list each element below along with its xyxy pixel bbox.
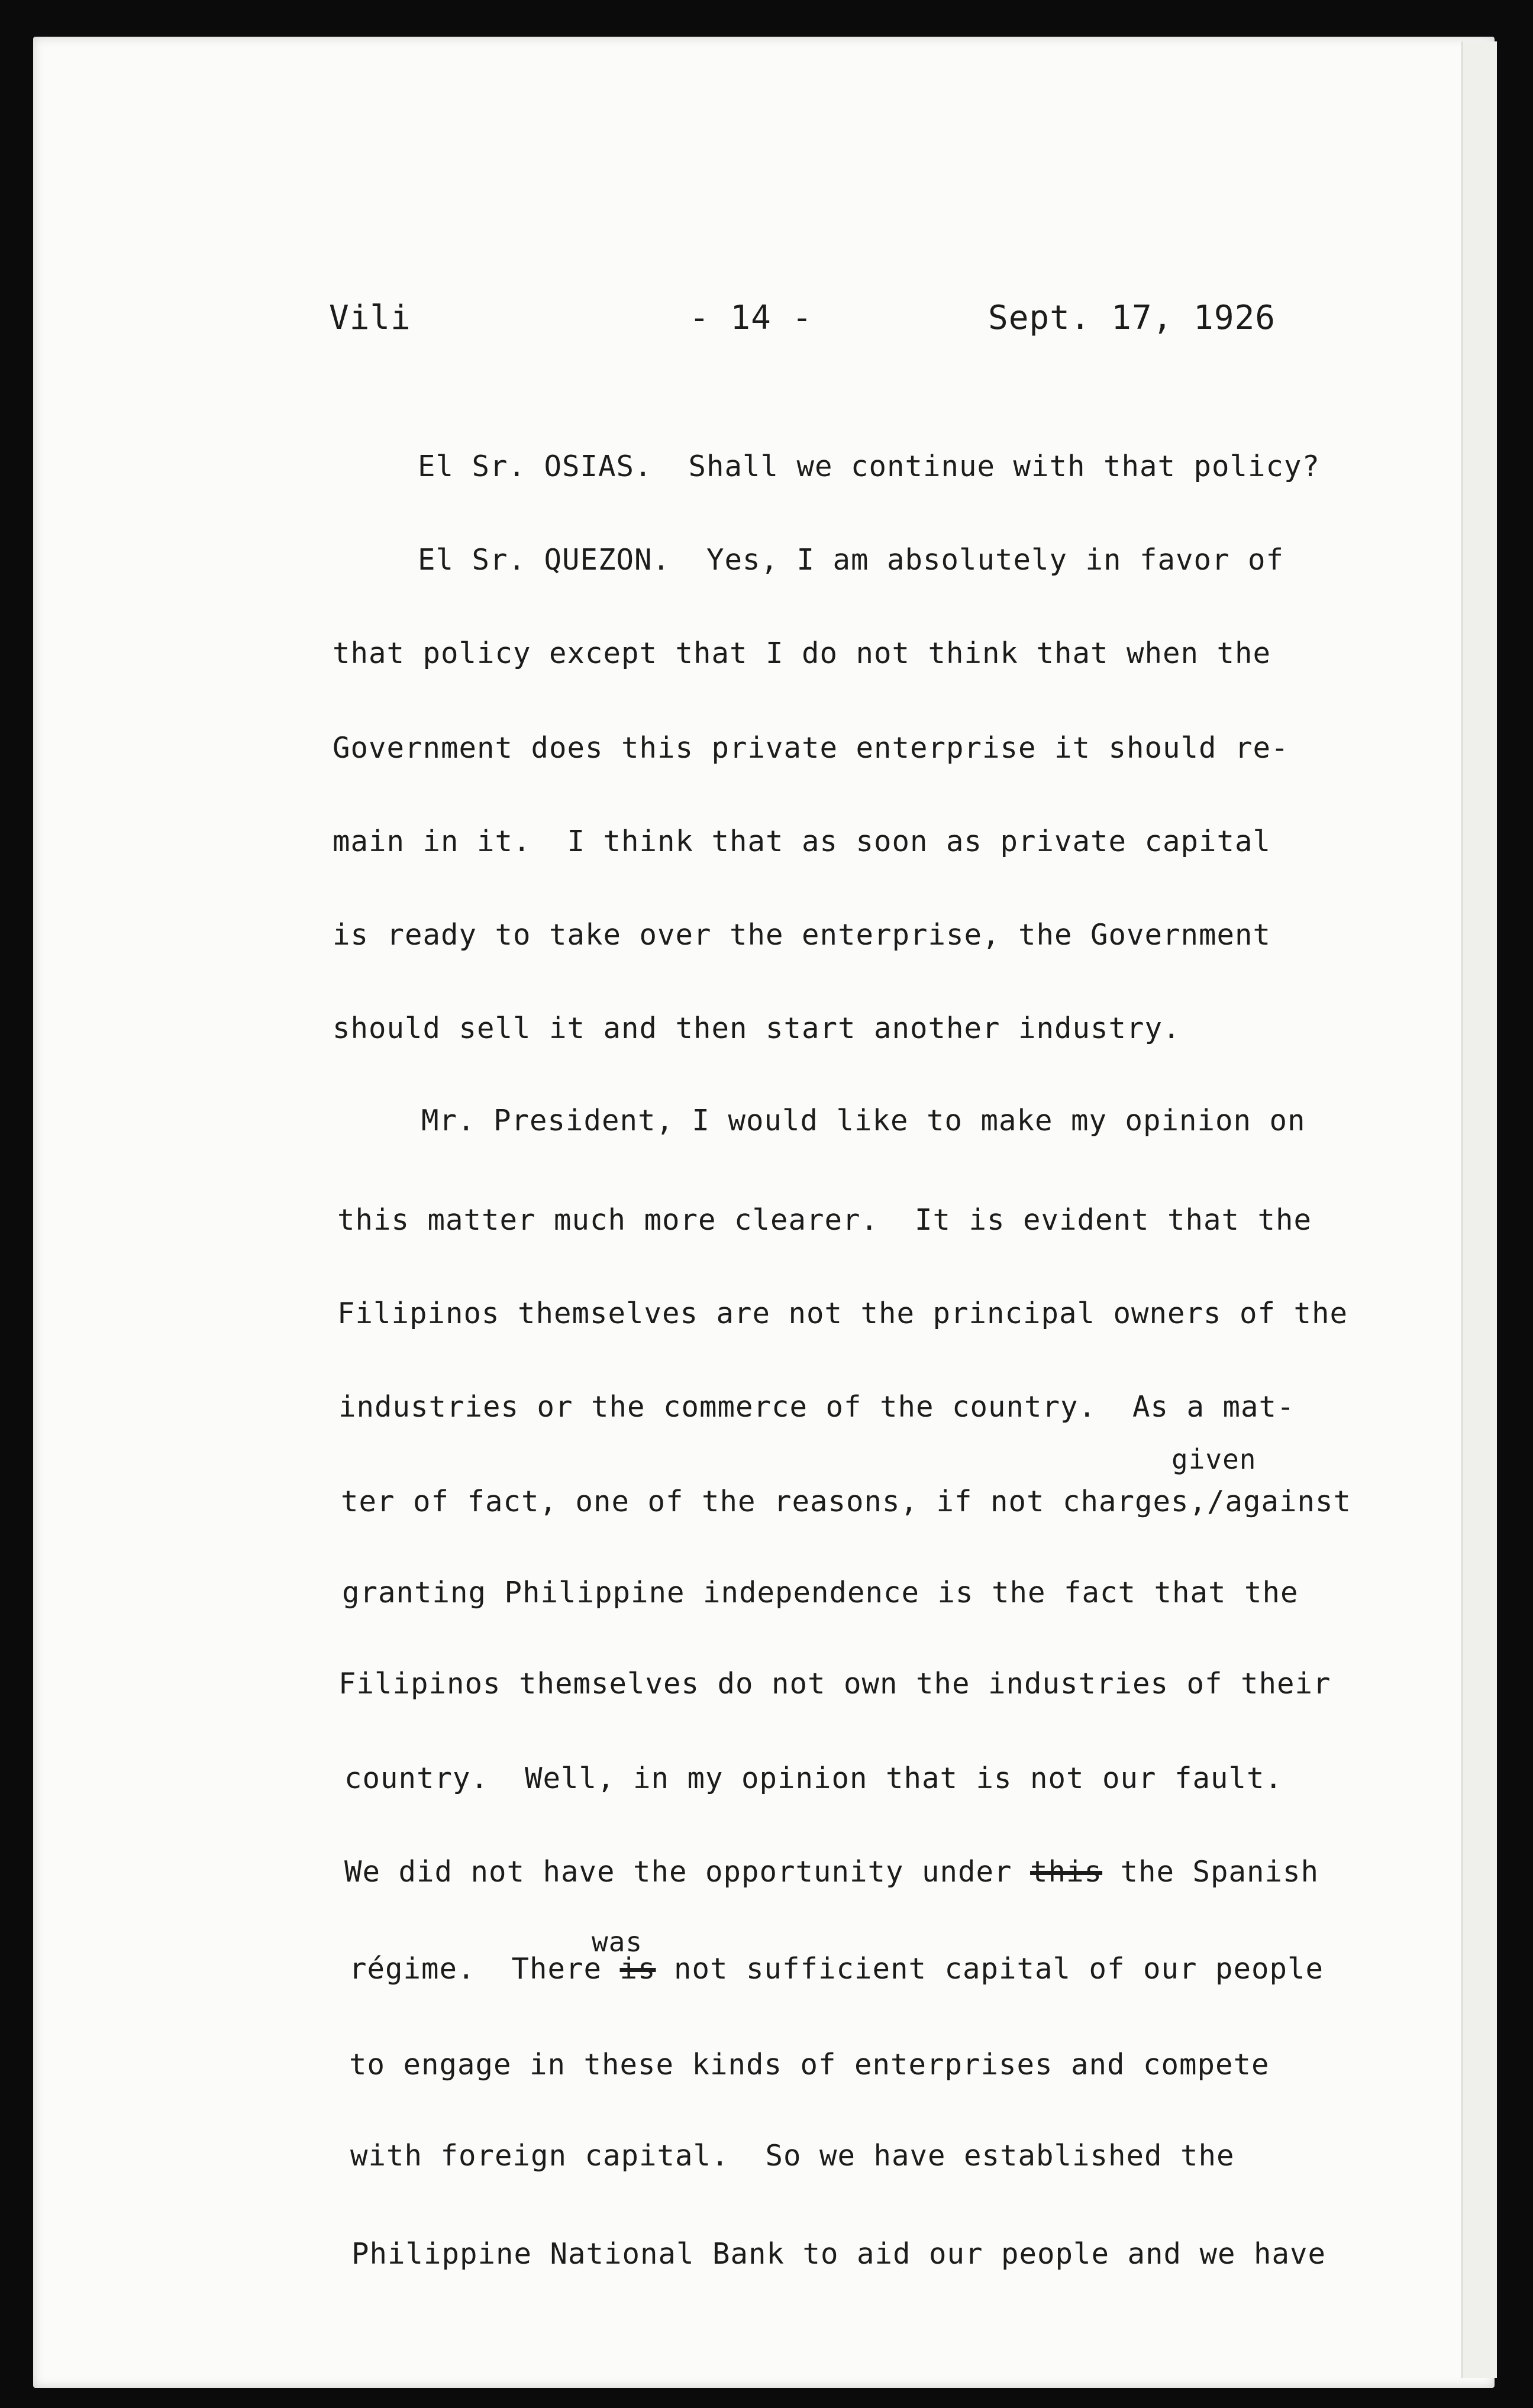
struck-word: this [1030, 1855, 1103, 1889]
text-line-12: ter of fact, one of the reasons, if not charges,/against [341, 1485, 1352, 1518]
page-edge [1461, 41, 1497, 2378]
text-line-20: Philippine National Bank to aid our people and we have [351, 2237, 1327, 2271]
text-line-3: that policy except that I do not think that when the [333, 636, 1271, 670]
struck-word: is [619, 1952, 656, 1986]
header-date: Sept. 17, 1926 [988, 299, 1276, 337]
text-line-15: country. Well, in my opinion that is not our fault. [344, 1761, 1283, 1795]
text-line-13: granting Philippine independence is the fact that the [342, 1576, 1299, 1609]
text-segment: the Spanish [1102, 1855, 1319, 1889]
text-line-16 [344, 1855, 1319, 1889]
text-line-10: Filipinos themselves are not the principal owners of the [337, 1297, 1348, 1330]
interlinear-insert-given: given [1171, 1443, 1257, 1475]
text-line-8: Mr. President, I would like to make my opinion on [421, 1104, 1306, 1137]
text-line-17 [349, 1952, 1324, 1986]
text-segment: régime. There [349, 1952, 620, 1986]
text-line-4: Government does this private enterprise it should re- [333, 731, 1289, 765]
text-line-14: Filipinos themselves do not own the industries of their [338, 1667, 1331, 1701]
text-line-1: El Sr. OSIAS. Shall we continue with that policy? [418, 450, 1321, 483]
text-line-6: is ready to take over the enterprise, the Government [333, 918, 1271, 952]
text-line-11: industries or the commerce of the country. As a mat- [338, 1390, 1295, 1424]
header-left-code: Vili [329, 299, 411, 337]
page-number: - 14 - [689, 299, 813, 337]
interlinear-insert-was: was [592, 1926, 643, 1958]
text-line-18: to engage in these kinds of enterprises and compete [349, 2048, 1270, 2081]
text-line-7: should sell it and then start another industry. [333, 1011, 1181, 1045]
text-segment: not sufficient capital of our people [656, 1952, 1324, 1986]
text-line-19: with foreign capital. So we have established the [350, 2139, 1235, 2173]
text-line-9: this matter much more clearer. It is evident that the [337, 1203, 1312, 1237]
text-line-2: El Sr. QUEZON. Yes, I am absolutely in favor of [418, 543, 1285, 577]
text-line-5: main in it. I think that as soon as private capital [333, 825, 1271, 858]
text-segment: We did not have the opportunity under [344, 1855, 1031, 1889]
